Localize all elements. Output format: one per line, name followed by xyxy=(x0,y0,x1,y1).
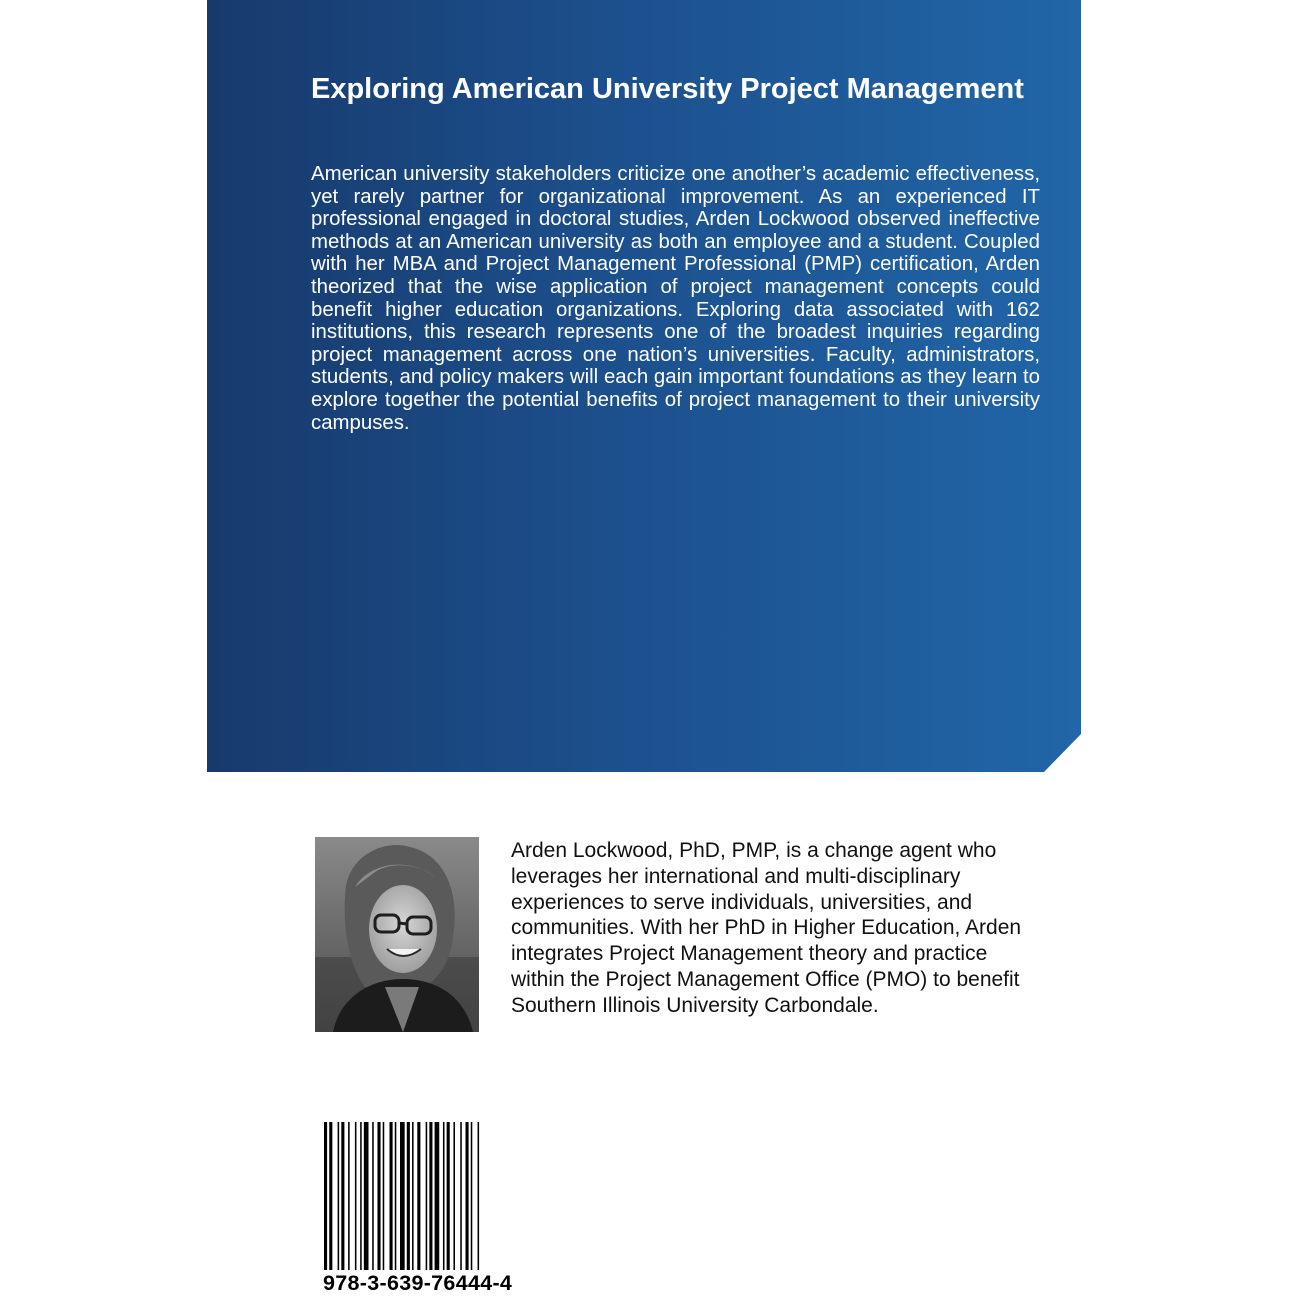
barcode-bar xyxy=(372,1122,374,1270)
barcode-bar xyxy=(390,1122,393,1270)
barcode-bar xyxy=(435,1122,440,1270)
author-bio: Arden Lockwood, PhD, PMP, is a change agent who leverages her international and multi-disciplinary experiences to serve individuals, universities, and communities. With her PhD in Higher Education, Arden integrates Project Management theory and practice within the Project Management Office (PMO) to benefit Southern Illinois University Carbondale. xyxy=(511,839,1022,1017)
barcode-bar xyxy=(426,1122,428,1270)
barcode-bar xyxy=(355,1122,357,1270)
barcode-bar xyxy=(338,1122,340,1270)
barcode-bar xyxy=(471,1122,473,1270)
barcode-bar xyxy=(324,1122,327,1270)
barcode-bar xyxy=(443,1122,445,1270)
barcode xyxy=(323,1122,588,1270)
barcode-bar xyxy=(377,1122,380,1270)
isbn-number: 978-3-639-76444-4 xyxy=(323,1271,513,1295)
barcode-bar xyxy=(383,1122,385,1270)
barcode-bar xyxy=(395,1122,397,1270)
barcode-bar xyxy=(364,1122,369,1270)
author-portrait-icon xyxy=(315,837,479,1032)
barcode-bar xyxy=(400,1122,405,1270)
barcode-bar xyxy=(412,1122,414,1270)
barcode-bar xyxy=(460,1122,462,1270)
book-blurb: American university stakeholders criticize one another’s academic effectiveness, yet rarely partner for organizational improvement. As an experienced IT professional engaged in doctoral studies, Arden Lockwood observed ineffective methods at an American university as both an employee and a student. Coupled with her MBA and Project Management Professional (PMP) certification, Arden theorized that the wise application of project management concepts could benefit higher education organizations. Exploring data associated with 162 institutions, this research represents one of the broadest inquiries regarding project management across one nation’s universities. Faculty, administrators, students, and policy makers will each gain important foundations as they learn to explore together the potential benefits of project management to their university campuses. xyxy=(311,163,1040,434)
barcode-bar xyxy=(407,1122,410,1270)
barcode-bar xyxy=(466,1122,469,1270)
barcode-bar xyxy=(329,1122,332,1270)
barcode-bar xyxy=(348,1122,350,1270)
barcode-bar xyxy=(417,1122,420,1270)
book-title: Exploring American University Project Management xyxy=(311,73,1024,105)
author-photo xyxy=(315,837,479,1032)
barcode-bar xyxy=(478,1122,480,1270)
barcode-bar xyxy=(360,1122,362,1270)
barcode-bar xyxy=(429,1122,432,1270)
barcode-bar xyxy=(447,1122,450,1270)
barcode-bar xyxy=(453,1122,455,1270)
barcode-bar xyxy=(341,1122,344,1270)
